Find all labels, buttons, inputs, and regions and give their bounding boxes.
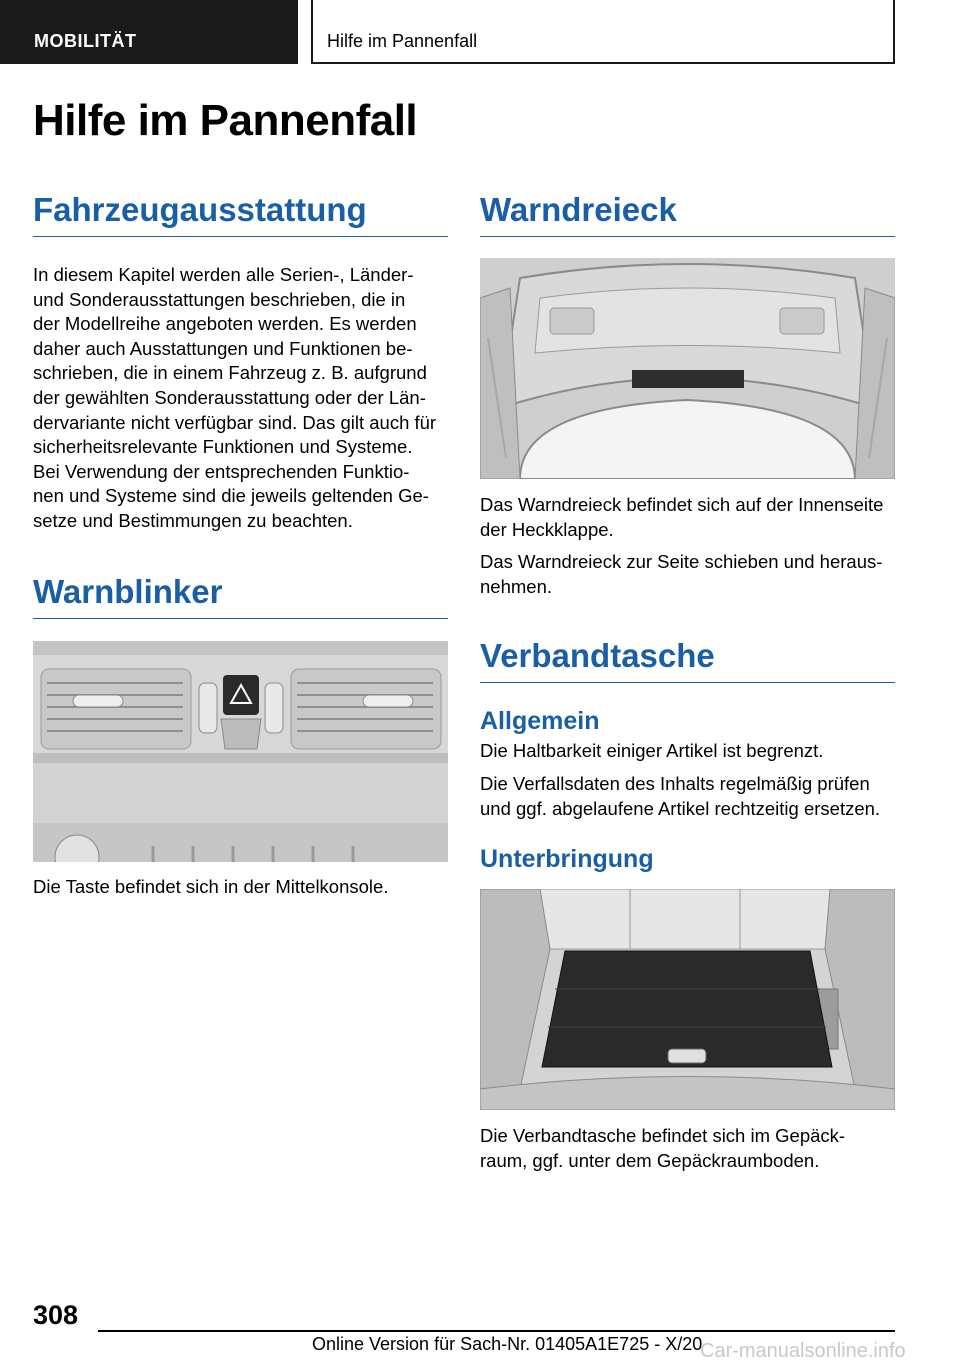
fahrzeug-line: und Sonderausstattungen beschrieben, die in — [33, 288, 406, 310]
fahrzeug-line: der Modellreihe angeboten werden. Es werden — [33, 313, 417, 335]
chapter-tab — [311, 0, 895, 64]
warndreieck-line: der Heckklappe. — [480, 518, 614, 540]
right-column — [480, 190, 895, 1173]
fahrzeug-line: daher auch Ausstattungen und Funktionen be- — [33, 337, 413, 359]
heading-warnblinker: Warnblinker — [33, 572, 448, 619]
warndreieck-line: Das Warndreieck zur Seite schieben und heraus- — [480, 551, 883, 573]
fahrzeug-line: setze und Bestimmungen zu beachten. — [33, 509, 353, 531]
fahrzeug-line: sicherheitsrelevante Funktionen und Systeme. — [33, 436, 413, 458]
fahrzeug-line: der gewählten Sonderausstattung oder der Län- — [33, 386, 426, 408]
allgemein-line: und ggf. abgelaufene Artikel rechtzeitig ersetzen. — [480, 797, 881, 819]
warnblinker-caption: Die Taste befindet sich in der Mittelkonsole. — [33, 875, 389, 897]
fahrzeug-line: Bei Verwendung der entsprechenden Funktio- — [33, 460, 410, 482]
left-column — [33, 190, 448, 899]
footer-divider — [98, 1330, 895, 1332]
fahrzeug-line: schrieben, die in einem Fahrzeug z. B. aufgrund — [33, 362, 427, 384]
warndreieck-line: Das Warndreieck befindet sich auf der Innenseite — [480, 494, 884, 515]
unterbringung-paragraph — [480, 1124, 895, 1173]
tailgate-image — [480, 258, 895, 479]
allgemein-line: Die Verfallsdaten des Inhalts regelmäßig prüfen — [480, 772, 870, 794]
heading-fahrzeugausstattung: Fahrzeugausstattung — [33, 190, 448, 237]
unterbringung-line: raum, ggf. unter dem Gepäckraumboden. — [480, 1149, 820, 1171]
allgemein-paragraph-2 — [480, 772, 895, 821]
fahrzeug-line: nen und Systeme sind die jeweils geltenden Ge- — [33, 485, 429, 507]
watermark: Car-manualsonline.info — [700, 1340, 906, 1362]
heading-warndreieck: Warndreieck — [480, 190, 895, 237]
heading-verbandtasche: Verbandtasche — [480, 636, 895, 683]
warndreieck-line: nehmen. — [480, 575, 552, 597]
chapter-label: Hilfe im Pannenfall — [327, 31, 478, 51]
heading-allgemein: Allgemein — [480, 707, 600, 736]
fahrzeug-line: dervariante nicht verfügbar sind. Das gilt auch für — [33, 411, 437, 433]
section-label: MOBILITÄT — [34, 31, 137, 51]
warndreieck-paragraph-1 — [480, 493, 895, 542]
heading-unterbringung: Unterbringung — [480, 845, 654, 874]
allgemein-text-1: Die Haltbarkeit einiger Artikel ist begrenzt. — [480, 740, 824, 762]
section-tab — [0, 0, 298, 64]
fahrzeug-line: In diesem Kapitel werden alle Serien-, Länder- — [33, 264, 414, 285]
unterbringung-line: Die Verbandtasche befindet sich im Gepäck- — [480, 1125, 846, 1147]
page-number: 308 — [33, 1300, 79, 1330]
warndreieck-paragraph-2 — [480, 550, 895, 599]
online-version-note: Online Version für Sach-Nr. 01405A1E725 - X/20 — [312, 1334, 703, 1354]
page-title: Hilfe im Pannenfall — [33, 96, 418, 145]
fahrzeug-paragraph — [33, 263, 448, 534]
luggage-compartment-image — [480, 889, 895, 1110]
hazard-button-image — [33, 641, 448, 862]
